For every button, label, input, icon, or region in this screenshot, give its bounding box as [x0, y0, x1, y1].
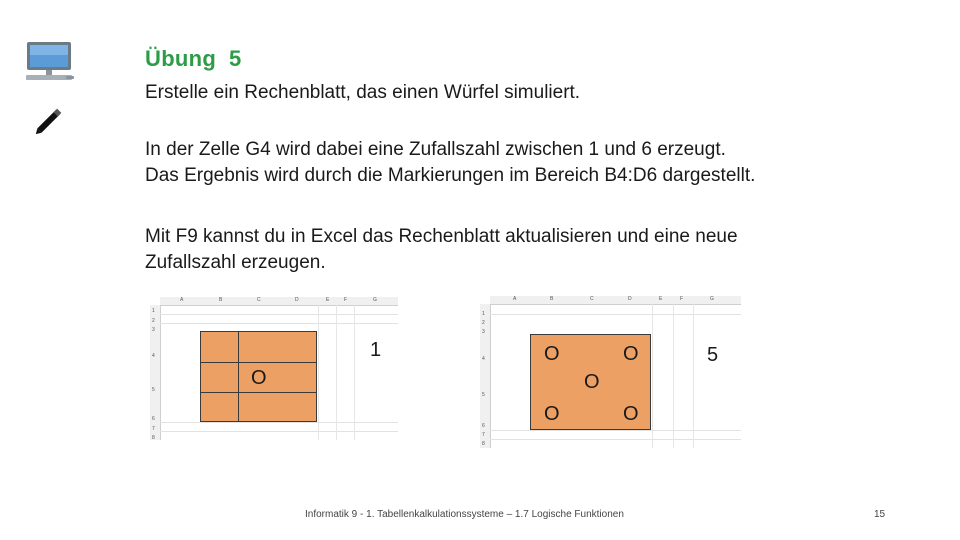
footer-text: Informatik 9 - 1. Tabellenkalkulationssysteme – 1.7 Logische Funktionen: [305, 509, 624, 520]
column-header-row: [160, 297, 398, 306]
intro-text: Erstelle ein Rechenblatt, das einen Würfel simuliert.: [145, 82, 581, 103]
column-header: F: [680, 296, 684, 302]
dice-mark: O: [623, 403, 639, 425]
dice-mark: O: [544, 343, 560, 365]
paragraph-line: Das Ergebnis wird durch die Markierungen im Bereich B4:D6 dargestellt.: [145, 165, 756, 186]
gridline: [354, 305, 355, 440]
column-header: G: [710, 296, 714, 302]
dice-mark: O: [584, 371, 600, 393]
row-header: 6: [482, 423, 485, 429]
gridline: [160, 422, 398, 423]
row-header: 1: [482, 311, 485, 317]
dice-cell: [200, 331, 239, 363]
gridline: [490, 314, 741, 315]
gridline: [160, 431, 398, 432]
column-header: B: [550, 296, 554, 302]
row-header-column: [150, 305, 161, 440]
column-header: E: [659, 296, 663, 302]
page-title: Übung 5: [145, 46, 242, 71]
column-header: E: [326, 297, 330, 303]
paragraph-line: In der Zelle G4 wird dabei eine Zufallszahl zwischen 1 und 6 erzeugt.: [145, 139, 726, 160]
row-header: 8: [482, 441, 485, 447]
random-value: 1: [370, 339, 382, 361]
random-value: 5: [707, 344, 719, 366]
computer-icon: [22, 40, 76, 89]
column-header: A: [180, 297, 184, 303]
row-header: 4: [152, 353, 155, 359]
column-header-row: [490, 296, 741, 305]
row-header: 1: [152, 308, 155, 314]
paragraph-f9-hint: [145, 224, 738, 276]
gridline: [160, 314, 398, 315]
column-header: G: [373, 297, 377, 303]
pen-icon: [30, 100, 70, 145]
gridline: [336, 305, 337, 440]
gridline: [490, 430, 741, 431]
paragraph-line: Zufallszahl erzeugen.: [145, 252, 326, 273]
row-header: 7: [482, 432, 485, 438]
spreadsheet-example-one: [150, 297, 398, 440]
row-header-column: [480, 304, 491, 448]
row-header: 5: [152, 387, 155, 393]
row-header: 3: [482, 329, 485, 335]
page-number: 15: [874, 509, 886, 520]
gridline: [160, 323, 398, 324]
gridline: [652, 304, 653, 448]
dice-mark: O: [251, 367, 267, 389]
paragraph-cell-description: [145, 137, 755, 189]
dice-cell: [238, 362, 317, 393]
paragraph-line: Mit F9 kannst du in Excel das Rechenblatt aktualisieren und eine neue: [145, 226, 738, 247]
gridline: [490, 439, 741, 440]
row-header: 7: [152, 426, 155, 432]
row-header: 2: [152, 318, 155, 324]
spreadsheet-example-two: [480, 296, 741, 448]
gridline: [673, 304, 674, 448]
row-header: 5: [482, 392, 485, 398]
column-header: C: [590, 296, 594, 302]
dice-cell: [238, 392, 317, 422]
dice-cell: [200, 392, 239, 422]
dice-cell: [238, 331, 317, 363]
dice-mark: O: [623, 343, 639, 365]
gridline: [693, 304, 694, 448]
gridline: [318, 305, 319, 440]
dice-mark: O: [544, 403, 560, 425]
column-header: C: [257, 297, 261, 303]
column-header: A: [513, 296, 517, 302]
column-header: D: [295, 297, 299, 303]
row-header: 2: [482, 320, 485, 326]
row-header: 3: [152, 327, 155, 333]
column-header: D: [628, 296, 632, 302]
row-header: 8: [152, 435, 155, 440]
row-header: 6: [152, 416, 155, 422]
dice-cell: [200, 362, 239, 393]
column-header: B: [219, 297, 223, 303]
column-header: F: [344, 297, 348, 303]
row-header: 4: [482, 356, 485, 362]
